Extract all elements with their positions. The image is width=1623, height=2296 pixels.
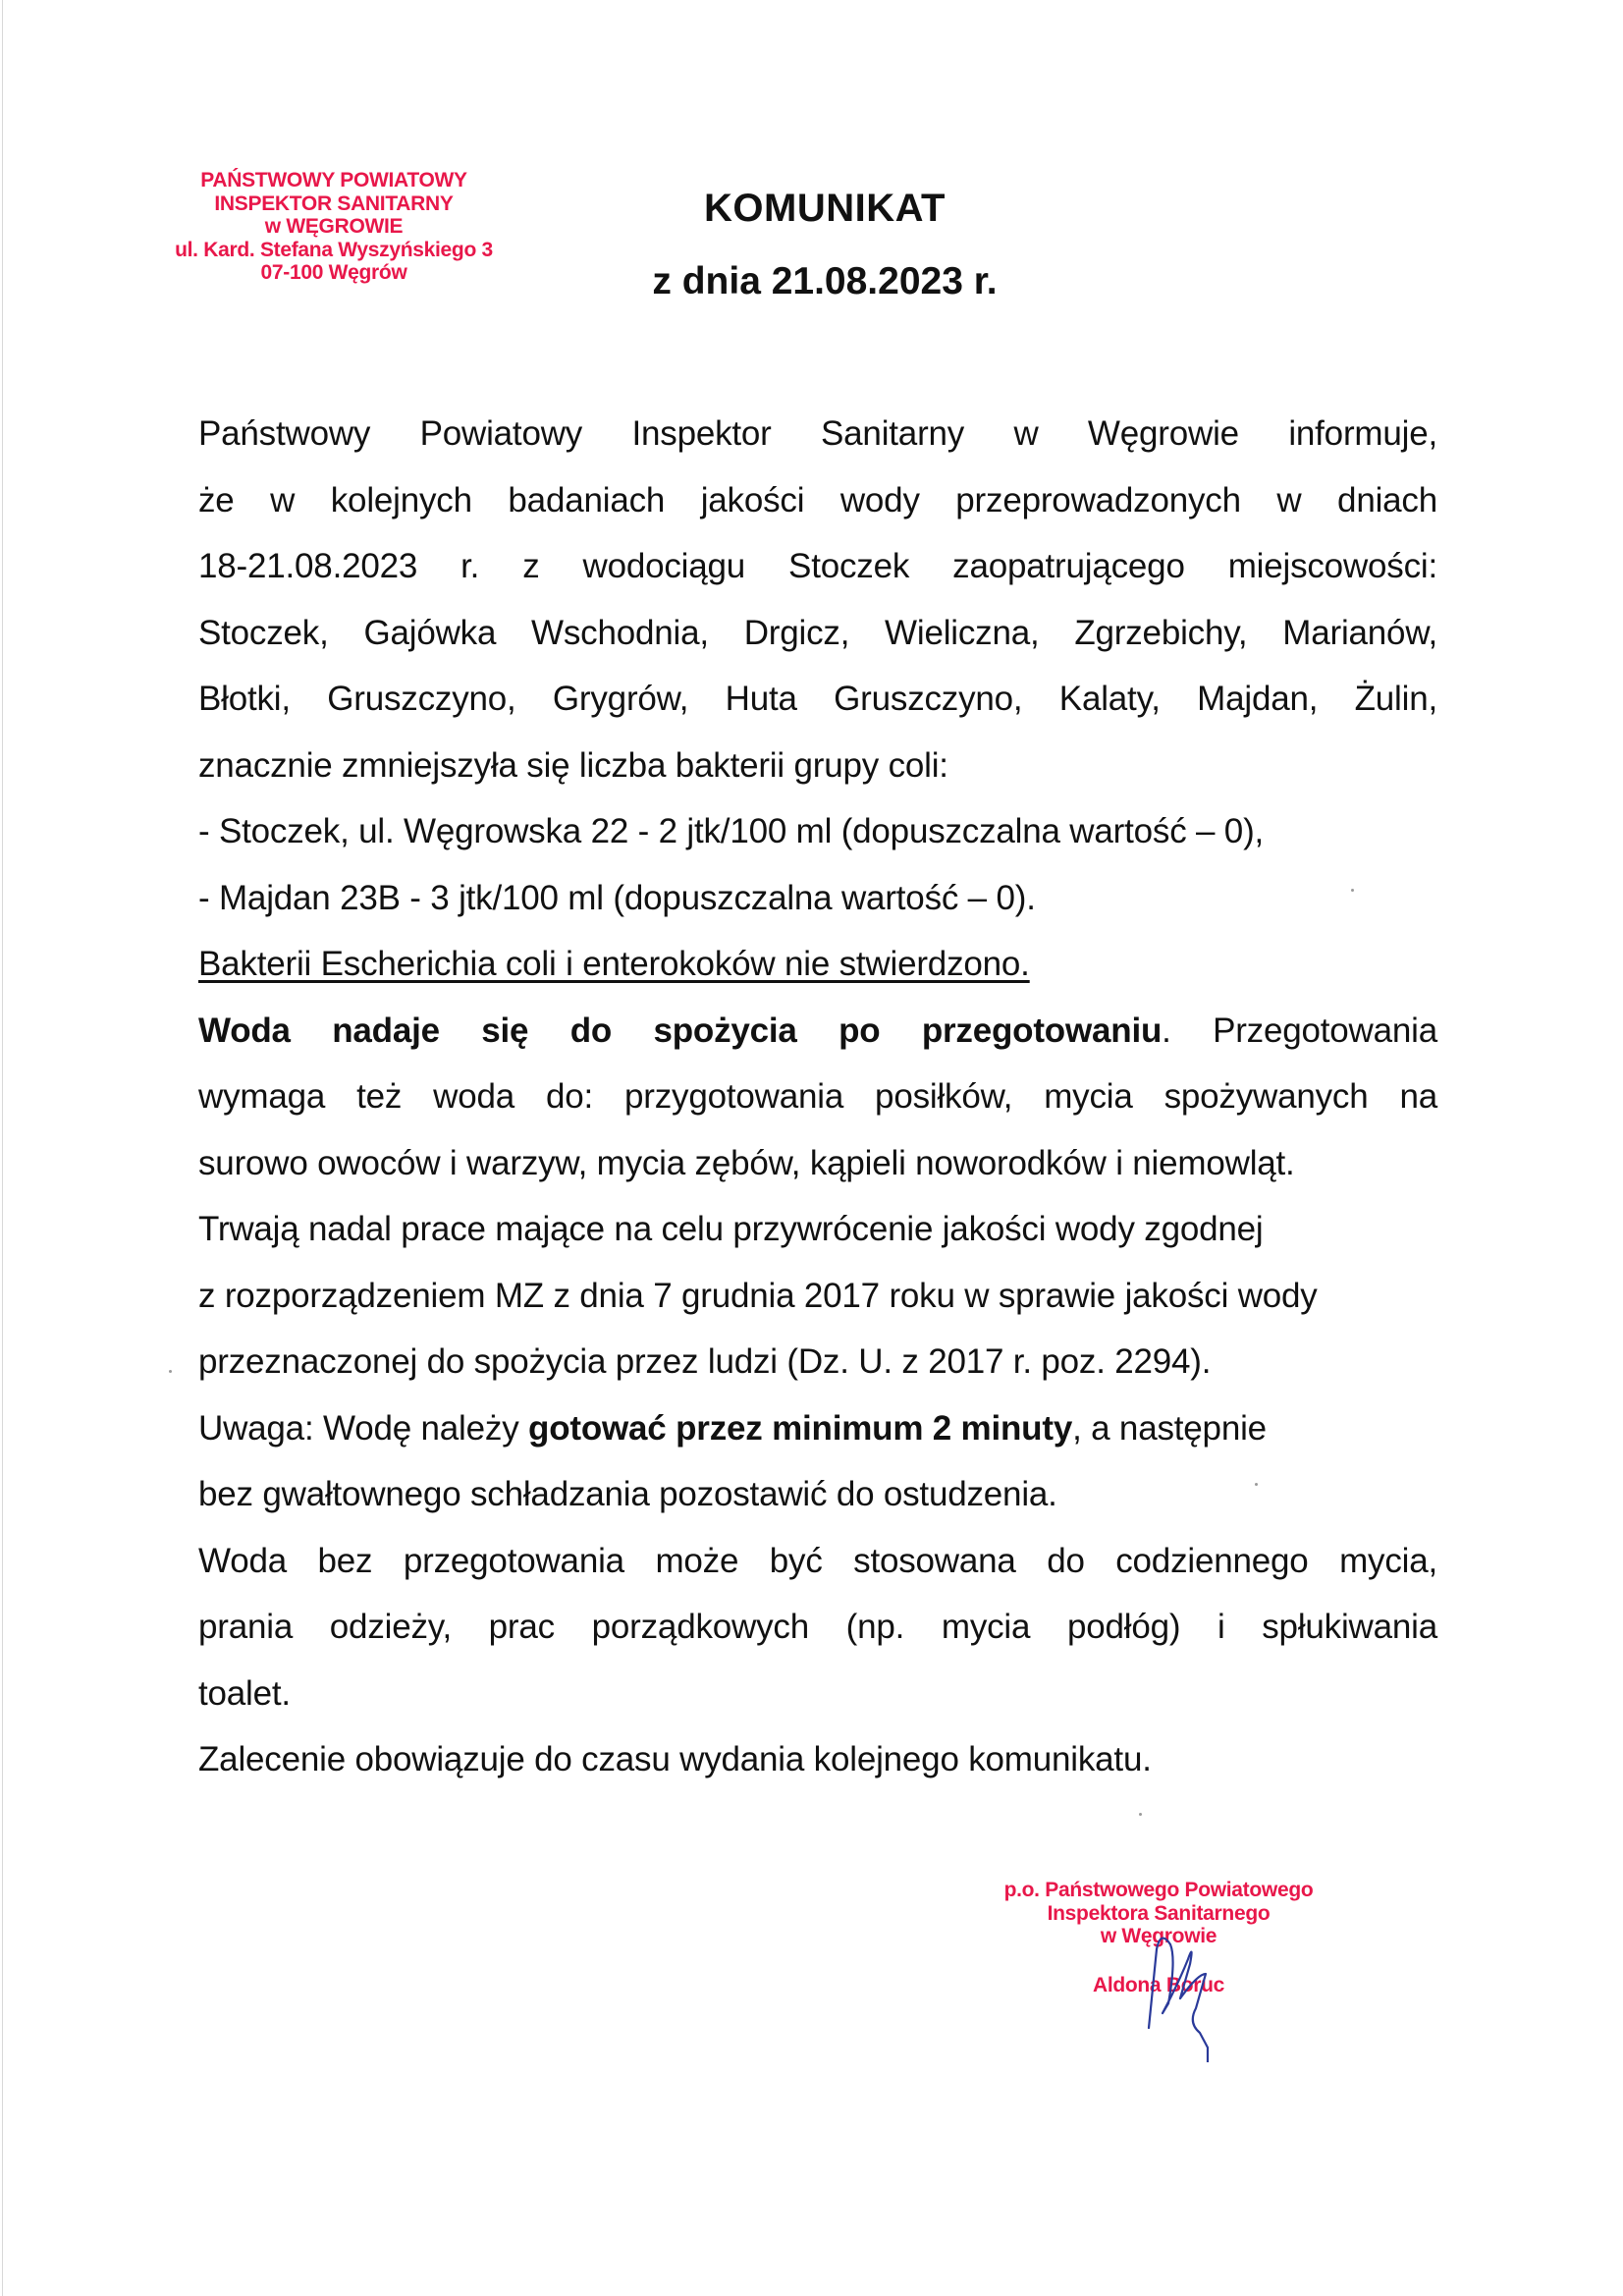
scan-speck <box>1351 889 1354 892</box>
scan-speck <box>1255 1483 1258 1486</box>
body-line: surowo owoców i warzyw, mycia zębów, kąpieli noworodków i niemowląt. <box>198 1143 1295 1182</box>
issuer-stamp <box>128 169 540 285</box>
ecoli-note-text: Bakterii Escherichia coli i enterokoków nie stwierdzono. <box>198 945 1030 983</box>
issuer-stamp-postal: 07-100 Węgrów <box>260 261 407 285</box>
signature-stamp-line: Inspektora Sanitarnego <box>1047 1901 1271 1925</box>
handwritten-signature-icon <box>1119 1905 1237 2062</box>
body-line: toalet. <box>198 1673 291 1713</box>
boil-advisory-rest: . Przegotowania <box>1162 1011 1437 1050</box>
scan-speck <box>169 1370 172 1373</box>
body-line: bez gwałtownego schładzania pozostawić do ostudzenia. <box>198 1475 1057 1513</box>
signature-stamp-line: w Węgrowie <box>1100 1925 1217 1948</box>
document-body <box>198 401 1437 1793</box>
body-line: Błotki, Gruszczyno, Grygrów, Huta Gruszczyno, Kalaty, Majdan, Żulin, <box>198 680 1437 718</box>
issuer-stamp-address: ul. Kard. Stefana Wyszyńskiego 3 <box>175 238 493 261</box>
body-line: Stoczek, Gajówka Wschodnia, Drgicz, Wieliczna, Zgrzebichy, Marianów, <box>198 613 1437 652</box>
warning-suffix: , a następnie <box>1072 1408 1267 1448</box>
boil-advisory-line <box>198 998 1437 1065</box>
body-line: prania odzieży, prac porządkowych (np. mycia podłóg) i spłukiwania <box>198 1608 1437 1646</box>
scan-page-edge <box>2 0 3 2296</box>
body-line: z rozporządzeniem MZ z dnia 7 grudnia 2017 roku w sprawie jakości wody <box>198 1276 1318 1315</box>
validity-note: Zalecenie obowiązuje do czasu wydania kolejnego komunikatu. <box>198 1740 1152 1778</box>
ecoli-note <box>198 931 1437 998</box>
warning-bold: gotować przez minimum 2 minuty <box>528 1408 1073 1448</box>
warning-prefix: Uwaga: Wodę należy <box>198 1408 529 1448</box>
result-stoczek: - Stoczek, ul. Węgrowska 22 - 2 jtk/100 ml (dopuszczalna wartość – 0), <box>198 812 1265 850</box>
result-majdan: - Majdan 23B - 3 jtk/100 ml (dopuszczalna wartość – 0). <box>198 878 1036 917</box>
issuer-stamp-line: INSPEKTOR SANITARNY <box>214 191 454 215</box>
body-line: 18-21.08.2023 r. z wodociągu Stoczek zaopatrującego miejscowości: <box>198 547 1437 585</box>
signatory-name: Aldona Boruc <box>1092 1973 1225 1996</box>
body-line: że w kolejnych badaniach jakości wody przeprowadzonych w dniach <box>198 480 1437 519</box>
body-line: znacznie zmniejszyła się liczba bakterii grupy coli: <box>198 745 948 785</box>
document-date: z dnia 21.08.2023 r. <box>652 260 998 302</box>
body-line: Państwowy Powiatowy Inspektor Sanitarny w Węgrowie informuje, <box>198 414 1437 453</box>
body-line: Trwają nadal prace mające na celu przywrócenie jakości wody zgodnej <box>198 1210 1264 1248</box>
issuer-stamp-line: PAŃSTWOWY POWIATOWY <box>200 169 467 191</box>
body-line: wymaga też woda do: przygotowania posiłków, mycia spożywanych na <box>198 1077 1437 1116</box>
document-title: KOMUNIKAT <box>704 187 946 230</box>
issuer-stamp-line: w WĘGROWIE <box>264 215 404 239</box>
warning-line <box>198 1395 1437 1462</box>
boil-advisory-bold: Woda nadaje się do spożycia po przegotowaniu <box>198 1011 1163 1050</box>
signature-stamp-line: p.o. Państwowego Powiatowego <box>1003 1879 1314 1901</box>
body-line: przeznaczonej do spożycia przez ludzi (Dz. U. z 2017 r. poz. 2294). <box>198 1342 1212 1381</box>
body-line: Woda bez przegotowania może być stosowana do codziennego mycia, <box>198 1541 1437 1580</box>
scan-speck <box>1139 1813 1142 1816</box>
